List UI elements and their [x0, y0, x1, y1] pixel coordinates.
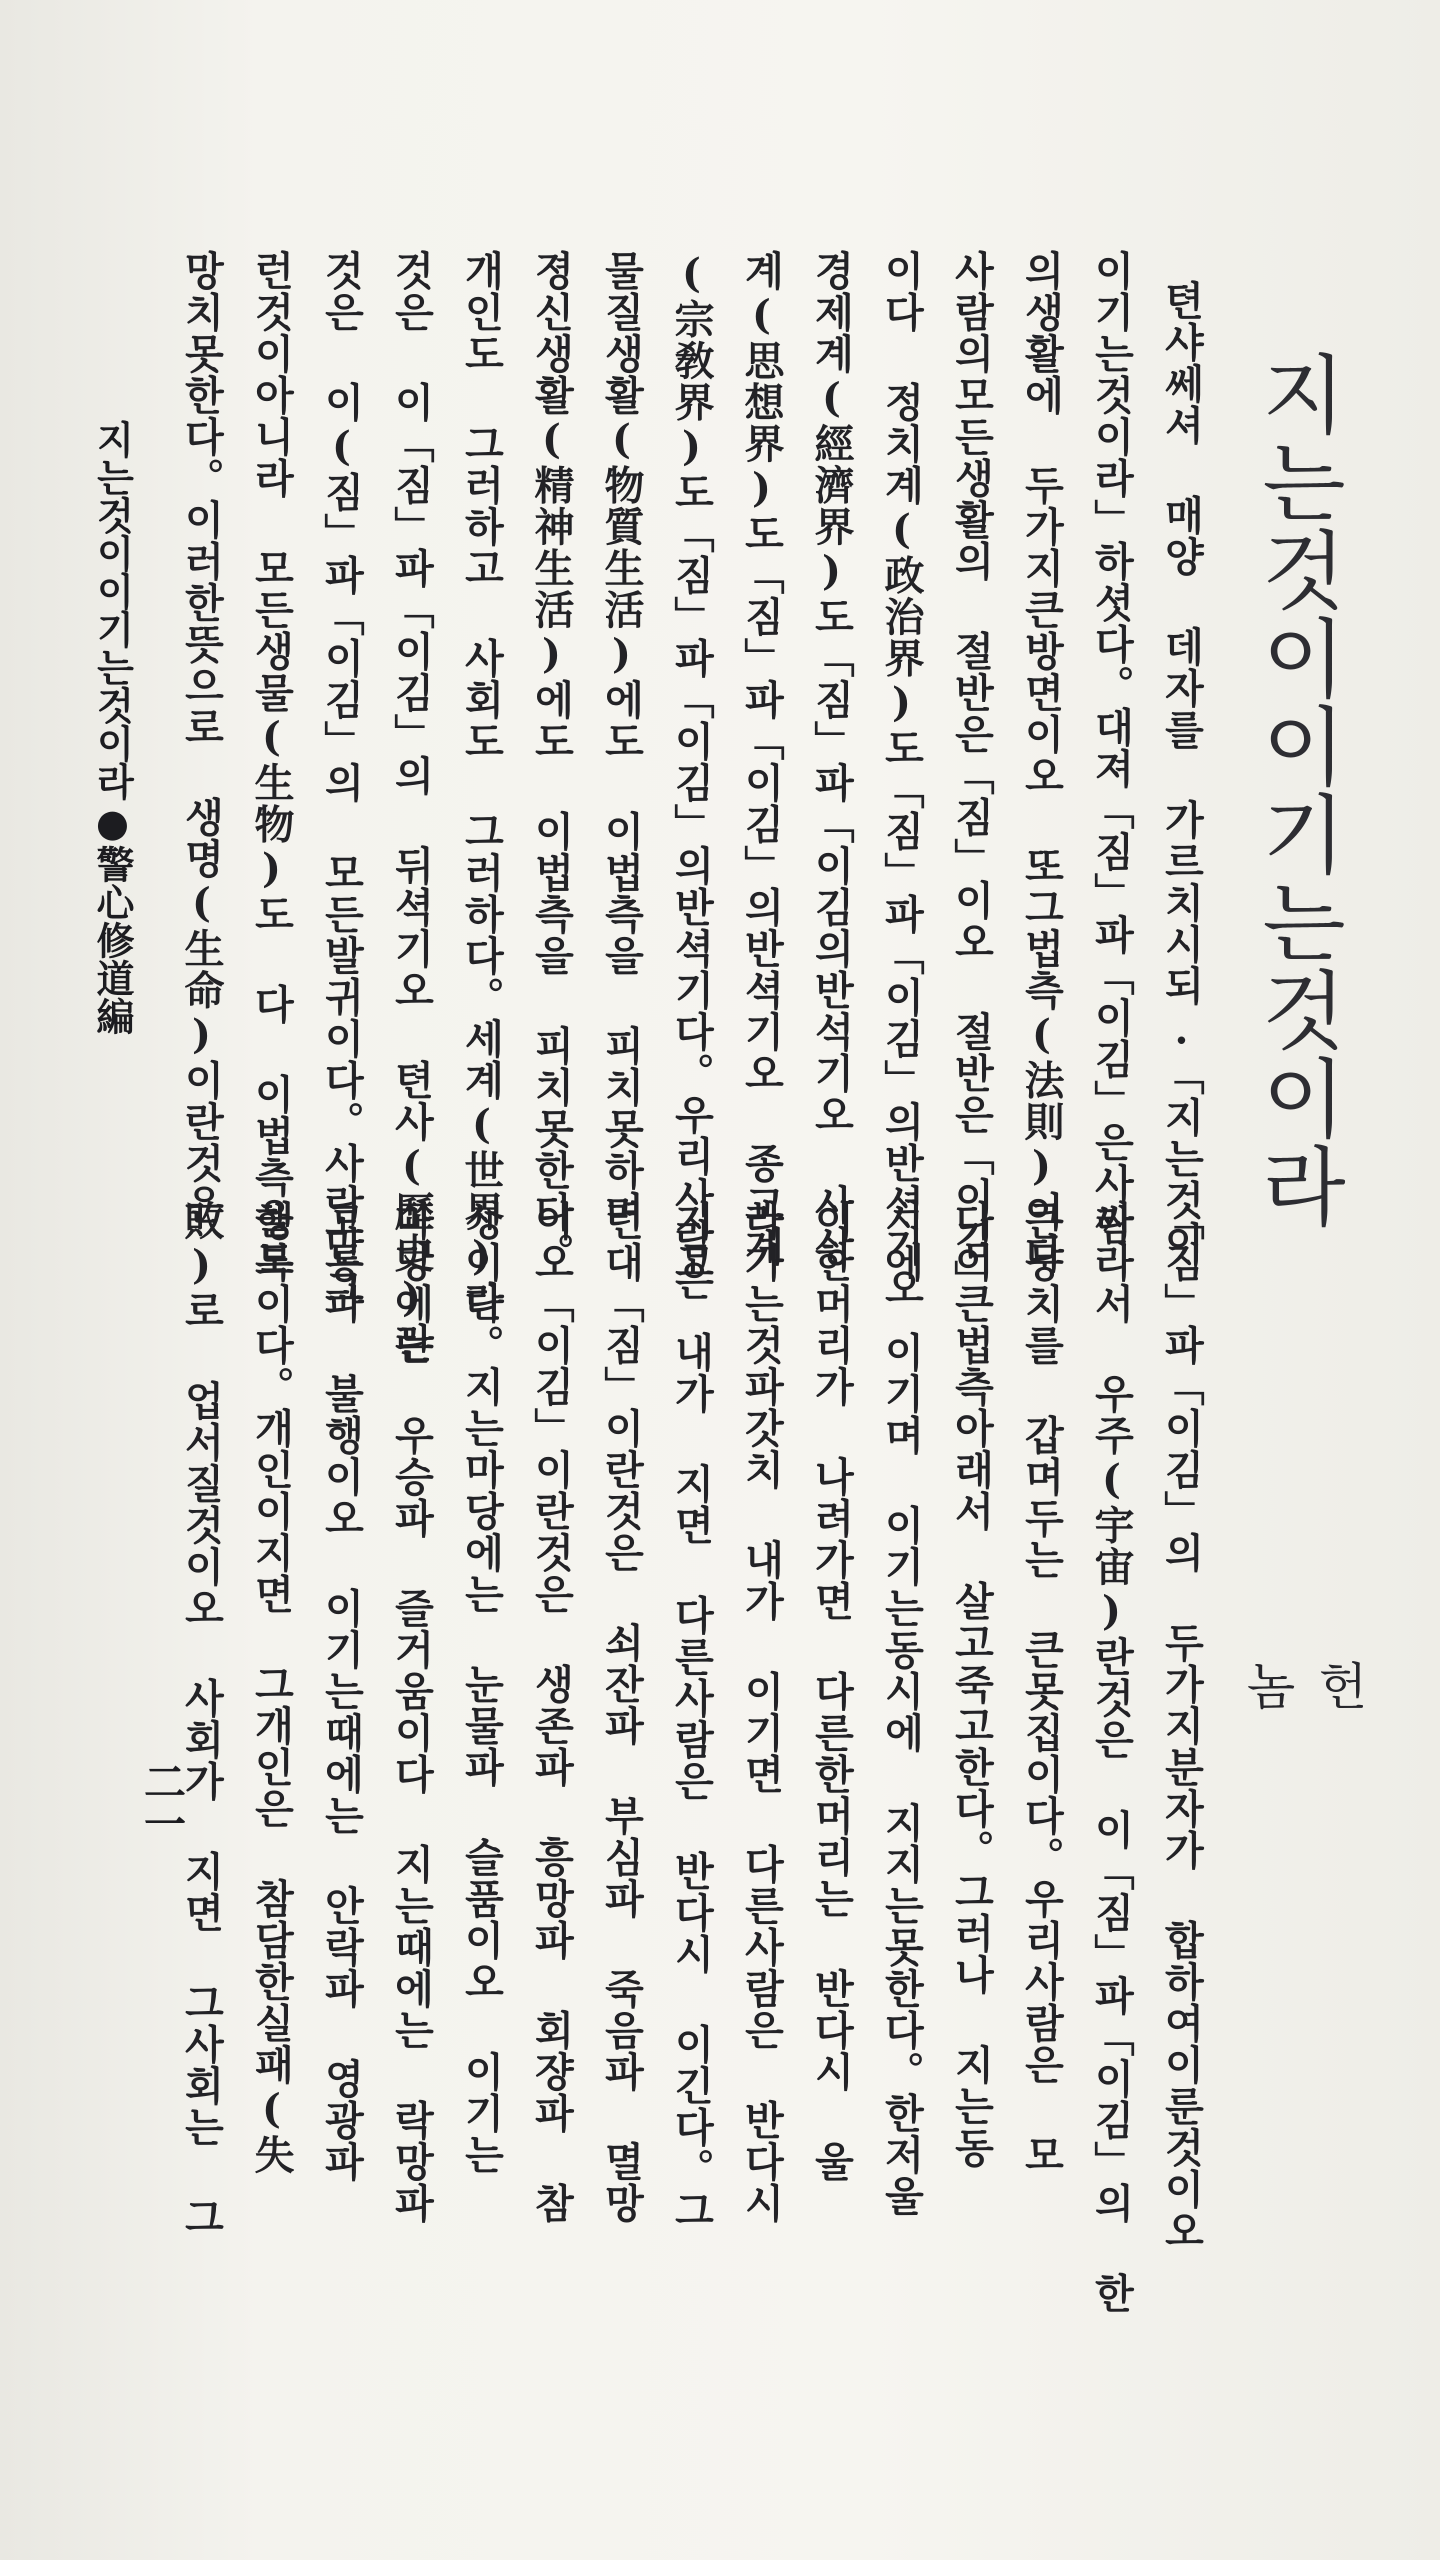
text-column: 것은 이「짐」파「이김」의 뒤셕기오 텬사(歷史)란 — [388, 250, 435, 1364]
text-column: 敗)로 업서질것이오 사회가 지면 그사회는 그 — [178, 1200, 225, 2238]
text-column: 라가는것파갓치 내가 이기면 다른사람은 반다시 — [738, 1200, 785, 2224]
text-column: 큰뭉치를 갑며두는 큰못집이다。우리사람은 모 — [1018, 1200, 1065, 2176]
author-name — [1238, 1660, 1375, 2180]
text-column: 싸라서 우주(宇宙)란것은 이「짐」파「이김」의 한 — [1088, 1200, 1135, 2314]
text-column: 졍신생활(精神生活)에도 이법측을 피치못한다。 — [528, 250, 575, 1274]
body-text-lower — [150, 1200, 1210, 2314]
text-column: 개인도 그러하고 사회도 그러하다。세계(世界)란 — [458, 250, 505, 1323]
page-title: 지는것이이기는것이라 — [1246, 350, 1346, 1230]
text-column: 마당에는 우승파 즐거움이다 지는때에는 락망파 — [388, 1200, 435, 2224]
text-column: 런대「짐」이란것은 쇠잔파 부심파 죽음파 멸망 — [598, 1200, 645, 2224]
text-column: 물질생활(物質生活)에도 이법측을 피치못하며 — [598, 250, 645, 1233]
text-column: 고통파 불행이오 이기는때에는 안락파 영광파 — [318, 1200, 365, 2183]
text-column: 의생활에 두가지큰방면이오 또그법측(法則)이다 — [1018, 250, 1065, 1274]
text-column: 이한머리가 나려가면 다른한머리는 반다시 울 — [808, 1200, 855, 2183]
page-number: 二一 — [138, 1760, 187, 1844]
author-name-part-2: 놈 — [1238, 1660, 1296, 1710]
text-column: 망치못한다。이러한뜻으로 생명(生命)이란것은 — [178, 250, 225, 1226]
text-column: 것은 이(짐」파「이김」의 모든발귀이다。사람만그 — [318, 250, 365, 1309]
text-column: (宗敎界)도「짐」파「이김」의반셕기다。우리사람은 — [668, 250, 715, 1302]
text-column: 성이다。지는마당에는 눈물파 슬품이오 이기는 — [458, 1200, 505, 2176]
text-column: 시에 이기며 이기는동시에 지지는못한다。한저울 — [878, 1200, 925, 2217]
text-column: 사람의모든생활의 절반은「짐」이오 절반은「이김」 — [948, 250, 995, 1302]
author-name-part-1: 헌 — [1310, 1660, 1368, 1710]
text-column: 이다 정치계(政治界)도「짐」파「이김」의반셕기오 — [878, 250, 925, 1309]
text-column: 텬샤쎄셔 매양 데자를 가르치시되.「지는것이 — [1158, 280, 1205, 1263]
text-column: 다이큰법측아래서 살고죽고한다。그러나 지는동 — [948, 1200, 995, 2169]
text-column: 계(思想界)도「짐」파「이김」의반셕기오 종교계 — [738, 250, 785, 1267]
text-column: 이오「이김」이란것은 생존파 흥망파 회쟝파 참 — [528, 1200, 575, 2224]
running-footer: 지는것이이기는것이라●警心修道編 — [90, 420, 135, 1035]
text-column: 경제계(經濟界)도「짐」파「이김의반석기오 사상 — [808, 250, 855, 1267]
text-column: 「짐」파「이김」의 두가지분자가 합하여이룬것이오 — [1158, 1200, 1205, 2252]
text-column: 행복이다。개인이지면 그개인은 참담한실패(失 — [248, 1200, 295, 2176]
text-column: 런것이아니라 모든생물(生物)도 다 이법측을도 — [248, 250, 295, 1281]
text-column: 지고 내가 지면 다른사람은 반다시 이긴다。그 — [668, 1200, 715, 2231]
body-text-upper — [150, 250, 1210, 1364]
text-column: 이기는것이라」하셧다。대져「짐」파「이김」은사람 — [1088, 250, 1135, 1246]
